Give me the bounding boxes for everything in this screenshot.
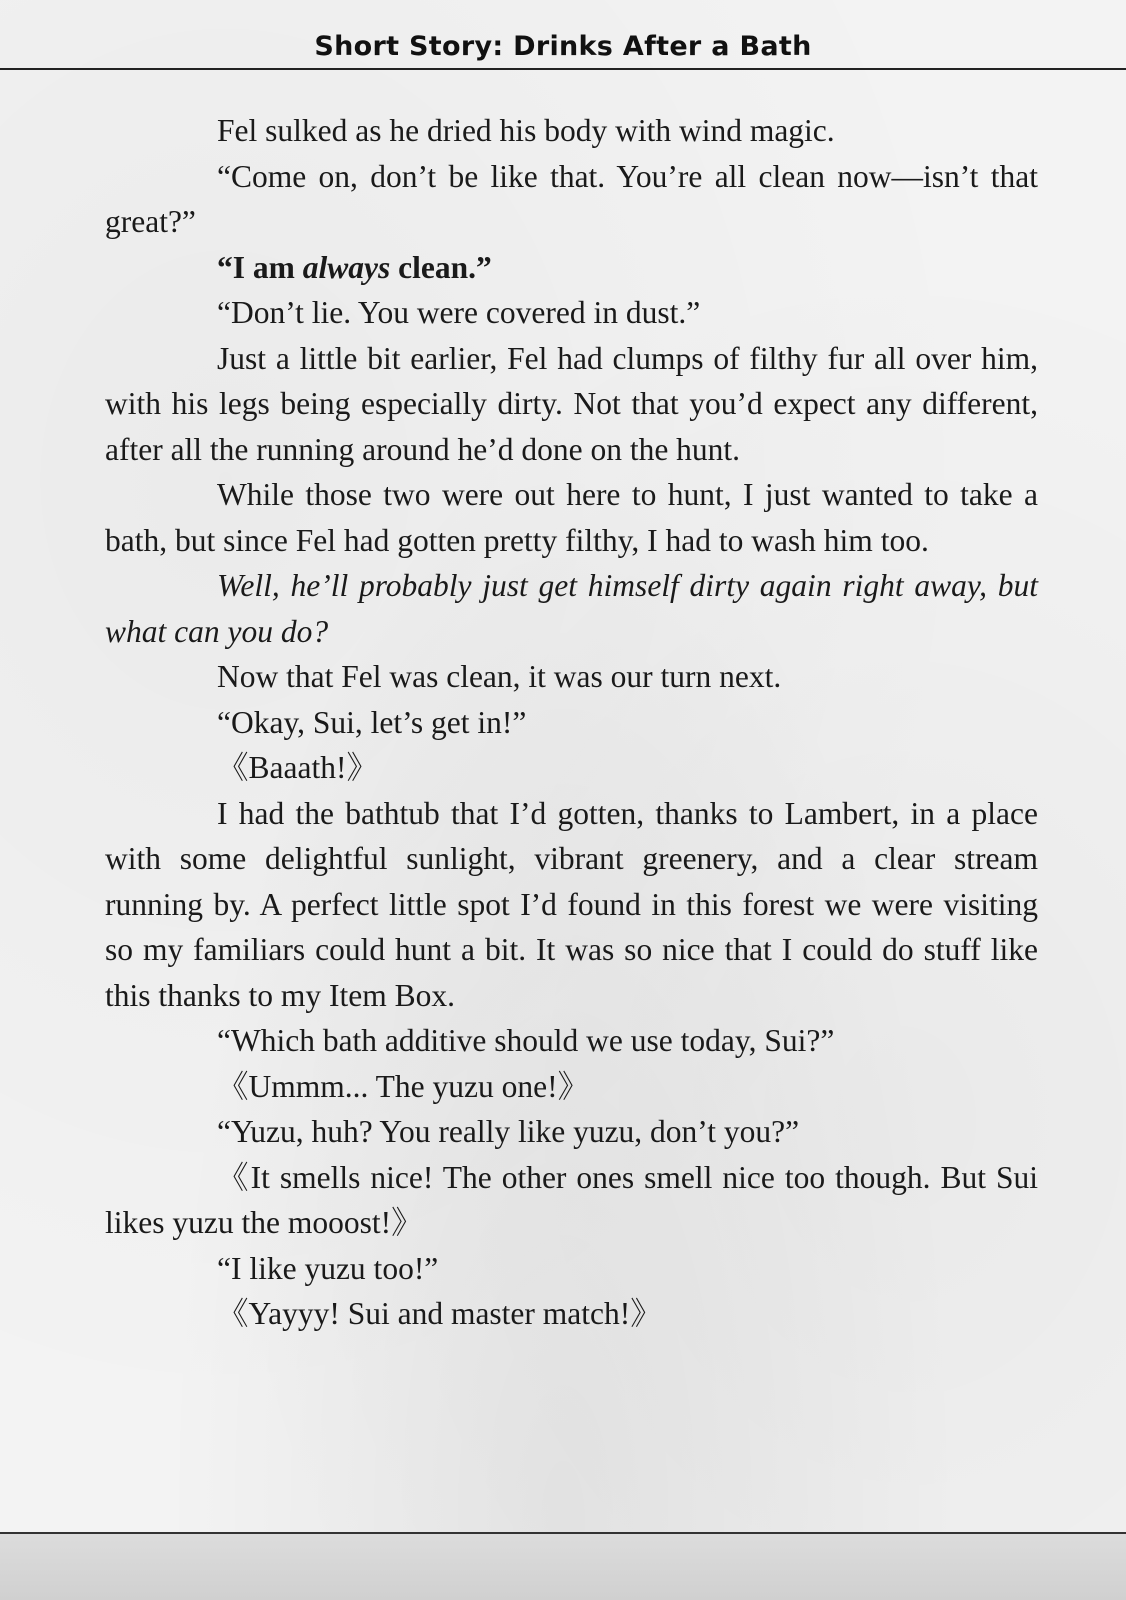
paragraph: “Yuzu, huh? You really like yuzu, don’t you?”	[217, 1114, 800, 1149]
paragraph: “I like yuzu too!”	[217, 1250, 439, 1286]
paragraph: Just a little bit earlier, Fel had clumps of filthy fur all over him, with his legs being especially dirty. Not that you’d expect any different, after all the running around he’d done on the hunt.	[105, 340, 1038, 467]
paragraph: “Don’t lie. You were covered in dust.”	[217, 295, 701, 330]
paragraph: 《Baaath!》	[217, 750, 378, 785]
paragraph: “Okay, Sui, let’s get in!”	[217, 704, 527, 740]
story-body	[105, 108, 1038, 1337]
paragraph: Fel sulked as he dried his body with wind magic.	[217, 113, 835, 148]
emphasis-text: always	[302, 249, 391, 285]
paragraph: “Come on, don’t be like that. You’re all clean now—isn’t that great?”	[105, 158, 1038, 239]
header-title: Short Story: Drinks After a Bath	[314, 31, 812, 62]
paragraph: Now that Fel was clean, it was our turn next.	[217, 659, 782, 694]
paragraph: 《Ummm... The yuzu one!》	[217, 1068, 590, 1104]
footer-band	[0, 1534, 1126, 1600]
page-header	[0, 0, 1126, 70]
paragraph: “Which bath additive should we use today, Sui?”	[217, 1023, 835, 1058]
paragraph-thought: Well, he’ll probably just get himself dirty again right away, but what can you do?	[105, 568, 1038, 649]
paragraph: 《It smells nice! The other ones smell nice too though. But Sui likes yuzu the mooost!》	[105, 1159, 1038, 1240]
paragraph: I had the bathtub that I’d gotten, thanks to Lambert, in a place with some delightful sunlight, vibrant greenery, and a clear stream running by. A perfect little spot I’d found in this forest we were visiting so my familiars could hunt a bit. It was so nice that I could do stuff like this thanks to my Item Box.	[105, 795, 1038, 1013]
bold-text-before: “I am	[217, 249, 303, 285]
paragraph: 《Yayyy! Sui and master match!》	[217, 1296, 662, 1331]
paragraph: While those two were out here to hunt, I just wanted to take a bath, but since Fel had gotten pretty filthy, I had to wash him too.	[105, 477, 1038, 558]
paragraph-bold-dialogue	[105, 245, 1038, 291]
bold-text-after: clean.”	[390, 249, 492, 285]
